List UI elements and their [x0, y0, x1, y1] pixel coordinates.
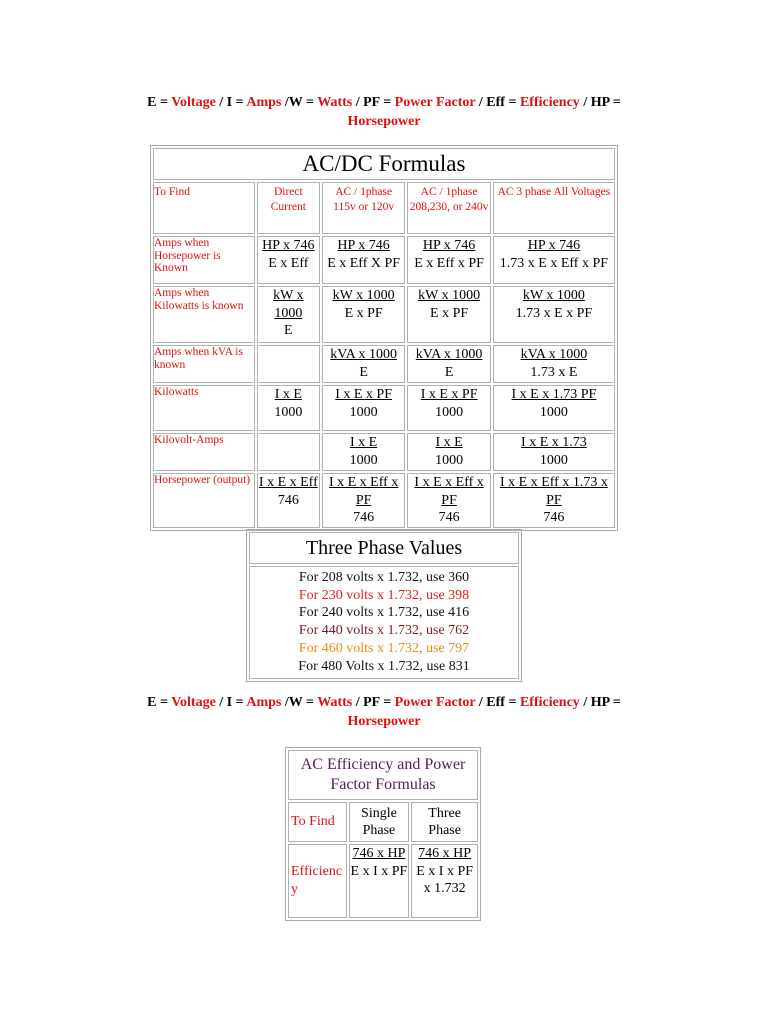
formula-numerator: 746 x HP	[352, 846, 406, 861]
formula-cell	[322, 286, 405, 343]
formula-denominator: E x PF	[430, 305, 469, 321]
formula-cell	[407, 286, 490, 343]
row-label: Amps when Horsepower is Known	[153, 236, 255, 284]
formula-numerator: kW x 1000	[273, 288, 304, 321]
table-row	[153, 473, 615, 528]
legend-text: /W =	[281, 695, 318, 710]
row-label: Horsepower (output)	[153, 473, 255, 528]
legend-watts: Watts	[317, 95, 353, 110]
legend-text: / PF =	[352, 95, 395, 110]
formula-numerator: HP x 746	[337, 238, 390, 253]
formula-denominator: 746	[277, 492, 299, 508]
three-phase-values-table	[246, 529, 522, 682]
formula-numerator: I x E x Eff x PF	[414, 475, 484, 508]
header-ac-3phase: AC 3 phase All Voltages	[493, 182, 615, 234]
formula-denominator: 1000	[274, 404, 303, 420]
header-ac-1phase-115v: AC / 1phase 115v or 120v	[322, 182, 405, 234]
formula-denominator: E	[444, 364, 454, 380]
formula-denominator: 1000	[349, 404, 378, 420]
formula-numerator: I x E x 1.73 PF	[511, 387, 597, 402]
legend-text: / PF =	[352, 695, 395, 710]
formula-cell	[257, 473, 320, 528]
formula-numerator: I x E x Eff x PF	[328, 475, 399, 508]
three-phase-value: For 440 volts x 1.732, use 762	[298, 623, 470, 639]
legend-amps: Amps	[246, 95, 282, 110]
formula-cell	[407, 236, 490, 284]
legend-text: / I =	[215, 95, 247, 110]
header-single-phase: Single Phase	[349, 802, 410, 842]
legend-text: /W =	[281, 95, 318, 110]
formula-numerator: kVA x 1000	[330, 347, 397, 362]
legend-text: / Eff =	[475, 95, 520, 110]
formula-cell	[493, 385, 615, 431]
formula-denominator: 1000	[539, 452, 568, 468]
table-row	[153, 286, 615, 343]
empty-cell	[257, 433, 320, 471]
header-three-phase: Three Phase	[411, 802, 478, 842]
formula-numerator: kW x 1000	[522, 288, 585, 303]
formula-denominator: E x Eff x PF	[414, 255, 484, 271]
formula-cell	[257, 385, 320, 431]
legend-text: / HP =	[579, 95, 621, 110]
formula-numerator: HP x 746	[262, 238, 315, 253]
row-label: Amps when kVA is known	[153, 345, 255, 383]
three-phase-value: For 230 volts x 1.732, use 398	[298, 587, 470, 603]
row-label: Kilovolt-Amps	[153, 433, 255, 471]
three-phase-value: For 480 Volts x 1.732, use 831	[298, 658, 470, 674]
formula-denominator: E x PF	[344, 305, 383, 321]
formula-cell	[407, 385, 490, 431]
formula-numerator: kVA x 1000	[415, 347, 483, 362]
legend-amps: Amps	[246, 695, 282, 710]
formula-denominator: E x Eff	[268, 255, 309, 271]
legend-power-factor: Power Factor	[394, 95, 476, 110]
formula-denominator: 1000	[435, 404, 464, 420]
acdc-formulas-table	[150, 145, 618, 531]
header-direct-current: Direct Current	[257, 182, 320, 234]
legend-horsepower: Horsepower	[347, 114, 421, 129]
formula-numerator: 746 x HP	[418, 846, 472, 861]
formula-cell	[322, 385, 405, 431]
formula-numerator: I x E x PF	[335, 387, 393, 402]
ac-efficiency-header-row	[288, 802, 478, 842]
three-phase-value: For 460 volts x 1.732, use 797	[298, 640, 470, 656]
formula-numerator: I x E	[350, 435, 378, 450]
row-label: Amps when Kilowatts is known	[153, 286, 255, 343]
table-row	[153, 385, 615, 431]
legend-power-factor: Power Factor	[394, 695, 476, 710]
legend-text: / HP =	[579, 695, 621, 710]
formula-numerator: kVA x 1000	[520, 347, 588, 362]
formula-denominator: 746	[438, 510, 460, 525]
legend-voltage: Voltage	[171, 695, 216, 710]
formula-denominator: 1000	[349, 452, 378, 468]
formula-denominator: 1000	[539, 404, 568, 420]
formula-cell	[493, 473, 615, 528]
formula-cell	[322, 433, 405, 471]
header-ac-1phase-208v: AC / 1phase 208,230, or 240v	[407, 182, 490, 234]
formula-numerator: I x E x 1.73	[521, 435, 587, 450]
formula-denominator: E x I x PF x 1.732	[416, 863, 474, 896]
legend-text: / I =	[215, 695, 247, 710]
table-row	[153, 433, 615, 471]
variable-legend	[100, 93, 668, 131]
formula-denominator: 1.73 x E x Eff x PF	[499, 255, 609, 271]
three-phase-values	[249, 566, 519, 679]
formula-numerator: I x E x PF	[420, 387, 478, 402]
ac-efficiency-title: AC Efficiency and Power Factor Formulas	[288, 750, 478, 800]
formula-denominator: E	[359, 364, 368, 380]
header-to-find: To Find	[153, 182, 255, 234]
formula-denominator: 1000	[435, 452, 464, 468]
formula-cell	[322, 236, 405, 284]
formula-cell	[257, 286, 320, 343]
formula-numerator: I x E	[274, 387, 302, 402]
formula-denominator: 746	[353, 510, 375, 525]
three-phase-title: Three Phase Values	[249, 532, 519, 564]
three-phase-value: For 208 volts x 1.732, use 360	[298, 570, 470, 585]
table-row	[153, 236, 615, 284]
formula-denominator: E	[284, 323, 293, 338]
formula-cell	[322, 473, 405, 528]
row-label: Kilowatts	[153, 385, 255, 431]
header-to-find: To Find	[288, 802, 347, 842]
formula-numerator: I x E x Eff x 1.73 x PF	[499, 475, 608, 508]
formula-cell	[493, 236, 615, 284]
legend-text: E =	[147, 95, 172, 110]
formula-denominator: E x Eff X PF	[327, 255, 401, 271]
formula-denominator: E x I x PF	[350, 863, 408, 879]
formula-denominator: 1.73 x E x PF	[515, 305, 593, 321]
legend-text: E =	[147, 695, 172, 710]
formula-cell	[349, 844, 410, 918]
legend-voltage: Voltage	[171, 95, 216, 110]
ac-efficiency-table	[285, 747, 481, 921]
formula-cell	[257, 236, 320, 284]
formula-numerator: kW x 1000	[418, 288, 481, 303]
formula-cell	[407, 433, 490, 471]
formula-cell	[411, 844, 478, 918]
formula-numerator: HP x 746	[422, 238, 476, 253]
formula-cell	[407, 345, 490, 383]
formula-numerator: kW x 1000	[332, 288, 395, 303]
legend-efficiency: Efficiency	[519, 95, 580, 110]
legend-horsepower: Horsepower	[347, 714, 421, 729]
acdc-title: AC/DC Formulas	[153, 148, 615, 180]
legend-text: / Eff =	[475, 695, 520, 710]
formula-denominator: 746	[543, 510, 565, 525]
formula-numerator: I x E x Eff	[258, 475, 318, 490]
variable-legend	[100, 693, 668, 731]
acdc-header-row	[153, 182, 615, 234]
empty-cell	[257, 345, 320, 383]
legend-efficiency: Efficiency	[519, 695, 580, 710]
formula-cell	[493, 433, 615, 471]
formula-cell	[322, 345, 405, 383]
table-row	[288, 844, 478, 918]
row-label-efficiency: Efficiency	[288, 844, 347, 918]
three-phase-value: For 240 volts x 1.732, use 416	[298, 605, 470, 621]
formula-denominator: 1.73 x E	[530, 364, 578, 380]
formula-cell	[493, 286, 615, 343]
formula-cell	[493, 345, 615, 383]
formula-numerator: I x E	[435, 435, 463, 450]
formula-numerator: HP x 746	[527, 238, 581, 253]
legend-watts: Watts	[317, 695, 353, 710]
formula-cell	[407, 473, 490, 528]
table-row	[153, 345, 615, 383]
